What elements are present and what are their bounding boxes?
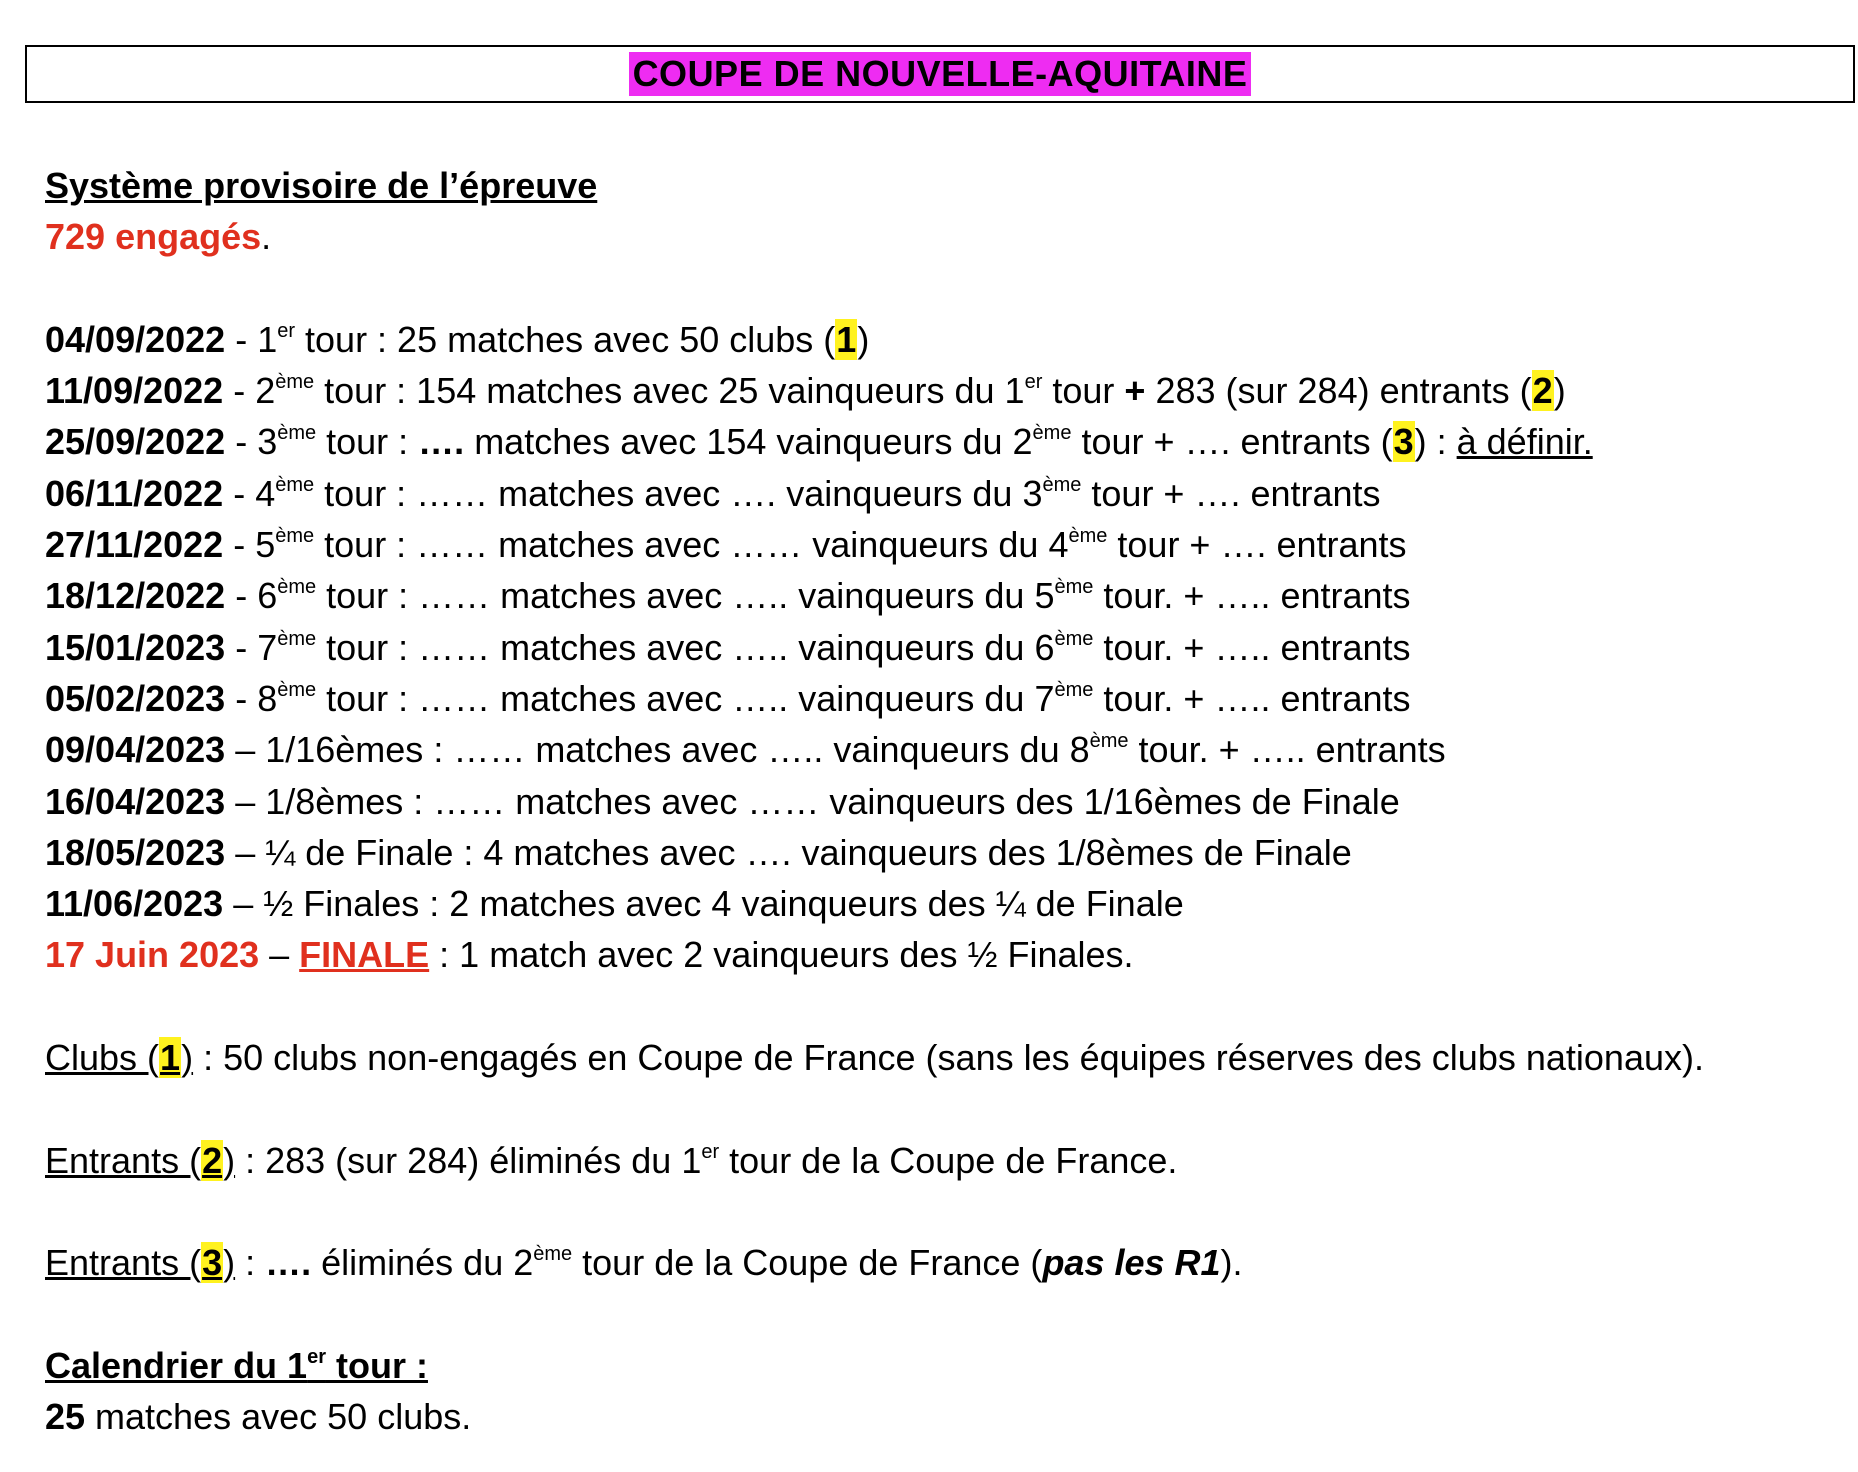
schedule-row-final: 17 Juin 2023 – FINALE : 1 match avec 2 vainqueurs des ½ Finales. xyxy=(45,934,1134,976)
schedule-date: 11/06/2023 xyxy=(45,883,224,925)
schedule-row: 06/11/2022 - 4ème tour : …… matches avec …. vainqueurs du 3ème tour + …. entrants xyxy=(45,472,1381,514)
schedule-date: 04/09/2022 xyxy=(45,318,226,360)
footnote-marker: 1 xyxy=(160,1037,181,1079)
schedule-row: 18/05/2023 – ¼ de Finale : 4 matches avec …. vainqueurs des 1/8èmes de Finale xyxy=(45,831,1352,873)
calendar-heading: Calendrier du 1er tour : xyxy=(45,1344,428,1386)
footnote-marker: 2 xyxy=(202,1139,223,1181)
schedule-date: 05/02/2023 xyxy=(45,677,226,719)
note-entrants-3: Entrants (3) : …. éliminés du 2ème tour de la Coupe de France (pas les R1). xyxy=(45,1242,1243,1284)
note-entrants-2: Entrants (2) : 283 (sur 284) éliminés du 1er tour de la Coupe de France. xyxy=(45,1139,1178,1181)
final-label: FINALE xyxy=(299,934,430,976)
schedule-row: 04/09/2022 - 1er tour : 25 matches avec 50 clubs (1) xyxy=(45,318,870,360)
document-body xyxy=(45,160,1835,1442)
section-heading: Système provisoire de l’épreuve xyxy=(45,165,598,206)
to-define-text: à définir. xyxy=(1456,421,1593,463)
schedule-row: 27/11/2022 - 5ème tour : …… matches avec …… vainqueurs du 4ème tour + …. entrants xyxy=(45,524,1407,566)
schedule-row: 11/06/2023 – ½ Finales : 2 matches avec 4 vainqueurs des ¼ de Finale xyxy=(45,883,1184,925)
schedule-date: 06/11/2022 xyxy=(45,472,224,514)
calendar-summary: 25 matches avec 50 clubs. xyxy=(45,1396,472,1438)
schedule-date: 17 Juin 2023 xyxy=(45,934,260,976)
schedule-row: 05/02/2023 - 8ème tour : …… matches avec ….. vainqueurs du 7ème tour. + ….. entrants xyxy=(45,677,1411,719)
schedule-row: 09/04/2023 – 1/16èmes : …… matches avec ….. vainqueurs du 8ème tour. + ….. entrants xyxy=(45,729,1446,771)
schedule-date: 16/04/2023 xyxy=(45,780,226,822)
footnote-marker: 3 xyxy=(1393,421,1414,463)
schedule-date: 27/11/2022 xyxy=(45,524,224,566)
schedule-row: 15/01/2023 - 7ème tour : …… matches avec ….. vainqueurs du 6ème tour. + ….. entrants xyxy=(45,626,1411,668)
document-title: COUPE DE NOUVELLE-AQUITAINE xyxy=(629,52,1252,96)
schedule-row: 18/12/2022 - 6ème tour : …… matches avec ….. vainqueurs du 5ème tour. + ….. entrants xyxy=(45,575,1411,617)
footnote-marker: 2 xyxy=(1532,370,1553,412)
schedule-row: 16/04/2023 – 1/8èmes : …… matches avec …… vainqueurs des 1/16èmes de Finale xyxy=(45,780,1400,822)
schedule-row: 11/09/2022 - 2ème tour : 154 matches avec 25 vainqueurs du 1er tour + 283 (sur 284) entrants (2) xyxy=(45,370,1566,412)
schedule-date: 18/12/2022 xyxy=(45,575,226,617)
schedule-date: 09/04/2023 xyxy=(45,729,226,771)
schedule-row: 25/09/2022 - 3ème tour : …. matches avec 154 vainqueurs du 2ème tour + …. entrants (3) : à définir. xyxy=(45,421,1593,463)
engages-count: 729 engagés. xyxy=(45,216,272,258)
footnote-marker: 1 xyxy=(836,318,857,360)
schedule-date: 18/05/2023 xyxy=(45,831,226,873)
schedule-date: 15/01/2023 xyxy=(45,626,226,668)
footnote-marker: 3 xyxy=(202,1242,223,1284)
title-box xyxy=(25,45,1855,103)
schedule-date: 11/09/2022 xyxy=(45,370,224,412)
note-clubs: Clubs (1) : 50 clubs non-engagés en Coupe de France (sans les équipes réserves des clubs nationaux). xyxy=(45,1037,1704,1079)
schedule-date: 25/09/2022 xyxy=(45,421,226,463)
